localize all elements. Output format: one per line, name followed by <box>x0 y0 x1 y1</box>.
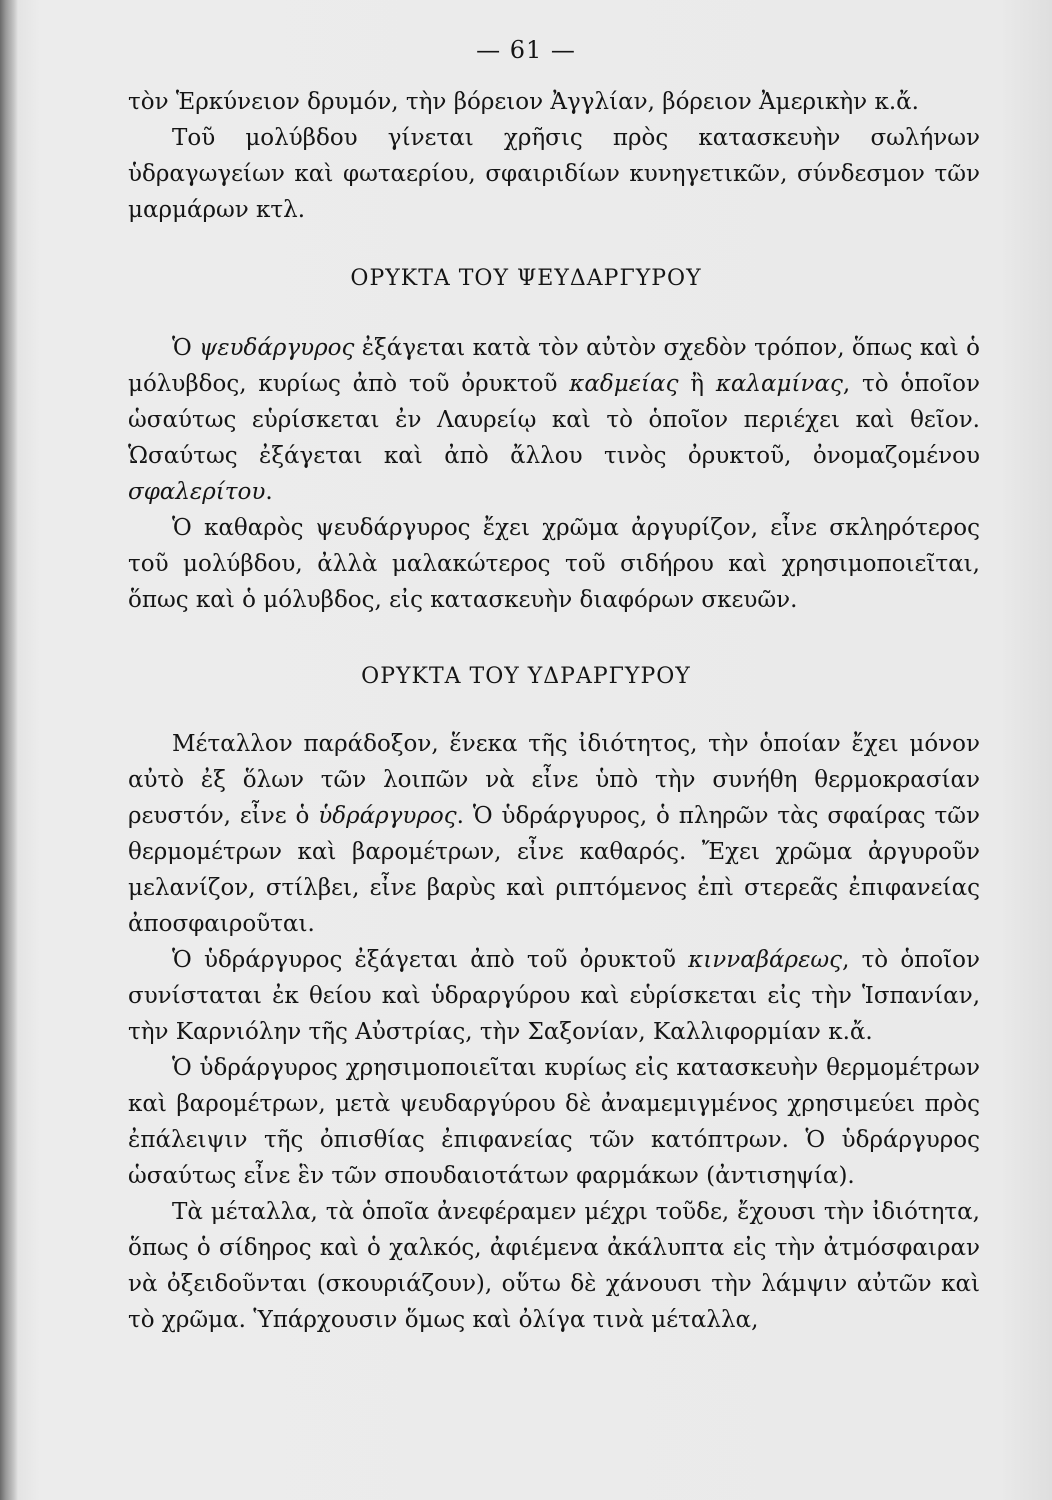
paragraph <box>128 726 980 942</box>
text-run: , τὸ ὁποῖον ὡσαύτως εὑρίσκεται ἐν Λαυρείῳ καὶ τὸ ὁποῖον περιέχει καὶ θεῖον. Ὡσαύτως ἐξάγεται καὶ ἀπὸ ἄλλου τινὸς ὀρυκτοῦ, ὀνομαζομένου <box>128 371 980 469</box>
zinc-text-block <box>128 330 980 618</box>
paragraph <box>128 942 980 1050</box>
paragraph: Τὰ μέταλλα, τὰ ὁποῖα ἀνεφέραμεν μέχρι τοῦδε, ἔχουσι τὴν ἰδιότητα, ὅπως ὁ σίδηρος καὶ ὁ χαλκός, ἀφιέμενα ἀκάλυπτα εἰς τὴν ἀτμόσφαιραν νὰ ὀξειδοῦνται (σκουριάζουν), οὕτω δὲ χάνουσι τὴν λάμψιν αὐτῶν καὶ τὸ χρῶμα. Ὑπάρχουσιν ὅμως καὶ ὀλίγα τινὰ μέταλλα, <box>128 1199 980 1333</box>
term-italic: καλαμίνας <box>715 371 843 397</box>
text-run: Ὁ <box>172 335 200 361</box>
page-number: — 61 — <box>476 36 576 64</box>
section-heading-mercury: ΟΡΥΚΤΑ ΤΟΥ ΥΔΡΑΡΓΥΡΟΥ <box>361 664 691 689</box>
mercury-text-block <box>128 726 980 1338</box>
text-run: , τὸ ὁποῖον συνίσταται ἐκ θείου καὶ ὑδραργύρου καὶ εὑρίσκεται εἰς τὴν Ἱσπανίαν, τὴν Καρνιόλην τῆς Αὐστρίας, τὴν Σαξονίαν, Καλλιφορμίαν κ.ἄ. <box>128 947 980 1045</box>
text-run: . <box>265 479 273 505</box>
term-italic: ὑδράργυρος <box>318 803 457 829</box>
term-italic: καδμείας <box>569 371 679 397</box>
paragraph <box>128 330 980 510</box>
paragraph: Τοῦ μολύβδου γίνεται χρῆσις πρὸς κατασκευὴν σωλήνων ὑδραγωγείων καὶ φωταερίου, σφαιριδίων κυνηγετικῶν, σύνδεσμον τῶν μαρμάρων κτλ. <box>128 125 980 223</box>
intro-text-block <box>128 84 980 228</box>
paragraph: Ὁ ὑδράργυρος χρησιμοποιεῖται κυρίως εἰς κατασκευὴν θερμομέτρων καὶ βαρομέτρων, μετὰ ψευδαργύρου δὲ ἀναμεμιγμένος χρησιμεύει πρὸς ἐπάλειψιν τῆς ὀπισθίας ἐπιφανείας τῶν κατόπτρων. Ὁ ὑδράργυρος ὡσαύτως εἶνε ἓν τῶν σπουδαιοτάτων φαρμάκων (ἀντισηψία). <box>128 1055 980 1189</box>
paragraph: τὸν Ἑρκύνειον δρυμόν, τὴν βόρειον Ἀγγλίαν, βόρειον Ἀμερικὴν κ.ἄ. <box>128 89 919 115</box>
text-run: . Ὁ ὑδράργυρος, ὁ πληρῶν τὰς σφαίρας τῶν θερμομέτρων καὶ βαρομέτρων, εἶνε καθαρός. Ἔχει χρῶμα ἀργυροῦν μελανίζον, στίλβει, εἶνε βαρὺς καὶ ριπτόμενος ἐπὶ στερεᾶς ἐπιφανείας ἀποσφαιροῦται. <box>128 803 980 937</box>
term-italic: ψευδάργυρος <box>199 335 355 361</box>
term-italic: κινναβάρεως <box>688 947 843 973</box>
text-run: ἐξάγεται κατὰ τὸν αὐτὸν σχεδὸν τρόπον, ὅπως καὶ ὁ μόλυβδος, κυρίως ἀπὸ τοῦ ὀρυκτοῦ <box>128 335 981 397</box>
page-binding-shadow <box>0 0 18 1500</box>
text-run: Μέταλλον παράδοξον, ἕνεκα τῆς ἰδιότητος, τὴν ὁποίαν ἔχει μόνον αὐτὸ ἐξ ὅλων τῶν λοιπῶν νὰ εἶνε ὑπὸ τὴν συνήθη θερμοκρασίαν ρευστόν, εἶνε ὁ <box>128 731 980 829</box>
text-run: Ὁ ὑδράργυρος ἐξάγεται ἀπὸ τοῦ ὀρυκτοῦ <box>172 947 689 973</box>
text-run: ἢ <box>678 371 716 397</box>
paragraph: Ὁ καθαρὸς ψευδάργυρος ἔχει χρῶμα ἀργυρίζον, εἶνε σκληρότερος τοῦ μολύβδου, ἀλλὰ μαλακώτερος τοῦ σιδήρου καὶ χρησιμοποιεῖται, ὅπως καὶ ὁ μόλυβδος, εἰς κατασκευὴν διαφόρων σκευῶν. <box>128 515 980 613</box>
term-italic: σφαλερίτου <box>128 479 266 505</box>
section-heading-zinc: ΟΡΥΚΤΑ ΤΟΥ ΨΕΥΔΑΡΓΥΡΟΥ <box>350 266 702 291</box>
